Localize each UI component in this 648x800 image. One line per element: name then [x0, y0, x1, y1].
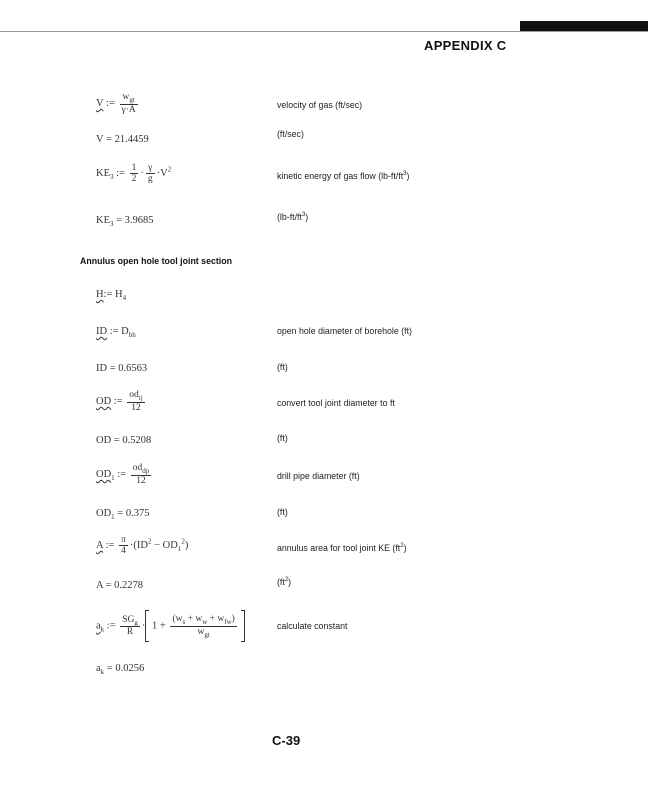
- velocity-note: velocity of gas (ft/sec): [277, 100, 363, 110]
- id-definition: ID := $D_{bh}$: [96, 326, 136, 340]
- section-heading: Annulus open hole tool joint section: [80, 256, 232, 266]
- velocity-unit: (ft/sec): [277, 129, 304, 139]
- appendix-title: APPENDIX C: [424, 38, 507, 53]
- area-value: A = 0.2278: [96, 580, 144, 591]
- velocity-fraction: $\frac{w_{gt}}{\gamma\cdot A}$: [121, 92, 136, 115]
- id-value: ID = 0.6563: [96, 363, 148, 374]
- page-number: C-39: [272, 733, 301, 748]
- constant-definition: $a_k$ := $\frac{SG_g}{R}$ · 1 + $\frac{(w_s + w_w + w_{fw})}{w_{gt}}$: [96, 610, 245, 642]
- constant-value: $a_k = 0.0256$: [96, 663, 145, 677]
- kinetic-energy-unit: $(lb-ft/ft^3)$: [277, 212, 309, 222]
- id-unit: (ft): [277, 362, 288, 372]
- od1-definition: $OD_1$ := $\frac{od_{dp}}{12}$: [96, 463, 150, 486]
- od1-note: drill pipe diameter (ft): [277, 471, 360, 481]
- od-definition: OD := $\frac{od_{tj}}{12}$: [96, 390, 143, 413]
- area-unit: $(ft^2)$: [277, 577, 292, 587]
- right-bracket: [241, 610, 245, 642]
- od-note: convert tool joint diameter to ft: [277, 398, 395, 408]
- header-rule: [0, 31, 648, 32]
- od1-unit: (ft): [277, 507, 288, 517]
- assign-operator: :=: [106, 97, 115, 109]
- constant-note: calculate constant: [277, 621, 348, 631]
- kinetic-energy-value: $KE_3 = 3.9685$: [96, 215, 154, 229]
- left-bracket: [145, 610, 149, 642]
- h-definition: H:= $H_4$: [96, 289, 127, 303]
- area-definition: A := $\frac{\pi}{4}$ $\cdot(ID^2 - OD_1^2)$: [96, 535, 189, 556]
- velocity-definition: [96, 92, 140, 115]
- kinetic-energy-definition: $KE_3$ := $\frac{1}{2}$ · $\frac{\gamma}{g}$ $\cdot V^2$: [96, 163, 172, 184]
- od1-value: $OD_1 = 0.375$: [96, 508, 150, 522]
- velocity-symbol: V: [96, 97, 104, 109]
- area-note: annulus area for tool joint KE $(ft^2)$: [277, 543, 407, 553]
- od-unit: (ft): [277, 433, 288, 443]
- od-value: OD = 0.5208: [96, 435, 152, 446]
- velocity-value: V = 21.4459: [96, 134, 149, 145]
- id-note: open hole diameter of borehole (ft): [277, 326, 412, 336]
- kinetic-energy-note: kinetic energy of gas flow $(lb-ft/ft^3)$: [277, 171, 410, 181]
